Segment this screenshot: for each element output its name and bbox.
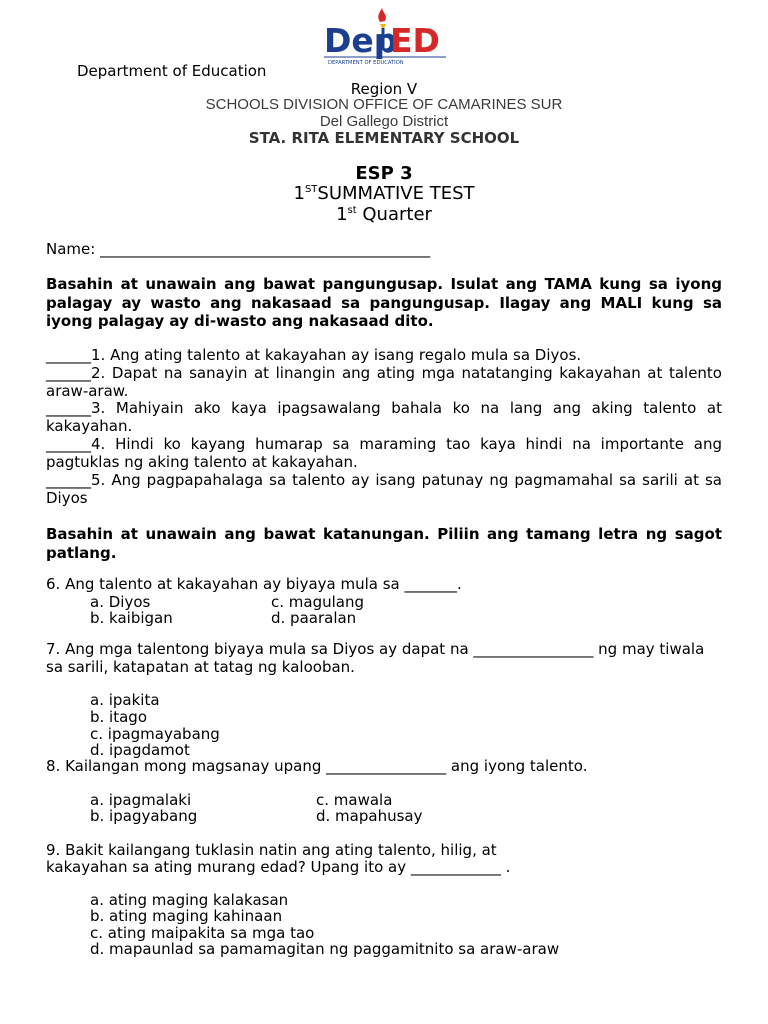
part2-instruction: Basahin at unawain ang bawat katanungan. Piliin ang tamang letra ng sagot patlang.: [46, 525, 722, 562]
school-name: STA. RITA ELEMENTARY SCHOOL: [248, 129, 520, 147]
question-8: 8. Kailangan mong magsanay upang ________________ ang iyong talento.: [46, 757, 588, 775]
tama-mali-item-3: ______3. Mahiyain ako kaya ipagsawalang bahala ko na lang ang aking talento at kakayahan.: [46, 399, 722, 435]
tama-mali-item-5: ______5. Ang pagpapahalaga sa talento ay isang patunay ng pagmamahal sa sarili at sa Diyos: [46, 471, 722, 507]
quarter-title: 1st Quarter: [336, 204, 432, 225]
q8-option-d: d. mapahusay: [316, 807, 423, 825]
q8-option-b: b. ipagyabang: [90, 807, 198, 825]
tama-mali-item-2: ______2. Dapat na sanayin at linangin ang ating mga natatanging kakayahan at talento araw-araw.: [46, 364, 722, 400]
torch-flame-icon: [378, 8, 386, 22]
q6-option-d: d. paaralan: [271, 609, 357, 627]
q7-option-a: a. ipakita: [90, 691, 160, 709]
deped-logo: [322, 8, 452, 70]
tama-mali-item-4: ______4. Hindi ko kayang humarap sa maraming tao kaya hindi na importante ang pagtuklas ng aking talento at kakayahan.: [46, 435, 722, 471]
question-7: 7. Ang mga talentong biyaya mula sa Diyos ay dapat na ________________ ng may tiwala sa sarili, katapatan at tatag ng kalooban.: [46, 640, 705, 676]
q9-option-a: a. ating maging kalakasan: [90, 891, 289, 909]
region-label: Region V: [350, 80, 418, 98]
q7-option-d: d. ipagdamot: [90, 741, 190, 759]
subject-title: ESP 3: [355, 163, 413, 184]
q6-option-b: b. kaibigan: [90, 609, 173, 627]
question-9-line-2: kakayahan sa ating murang edad? Upang ito ay ____________ .: [46, 858, 511, 876]
q8-option-a: a. ipagmalaki: [90, 791, 192, 809]
q9-option-c: c. ating maipakita sa mga tao: [90, 924, 315, 942]
name-field[interactable]: Name: ____________________________________________: [46, 240, 431, 258]
logo-ed-text: ED: [390, 21, 440, 60]
question-9-line-1: 9. Bakit kailangang tuklasin natin ang ating talento, hilig, at: [46, 841, 497, 859]
department-label: Department of Education: [77, 62, 267, 80]
q6-option-a: a. Diyos: [90, 593, 151, 611]
logo-dep-text: Dep: [324, 21, 398, 60]
q8-option-c: c. mawala: [316, 791, 393, 809]
test-title: 1STSUMMATIVE TEST: [293, 183, 475, 204]
logo-subtext: DEPARTMENT OF EDUCATION: [328, 60, 404, 66]
tama-mali-item-1: ______1. Ang ating talento at kakayahan ay isang regalo mula sa Diyos.: [46, 346, 582, 364]
deped-logo-graphic: [322, 8, 452, 70]
division-label: SCHOOLS DIVISION OFFICE OF CAMARINES SUR: [205, 96, 563, 113]
q9-option-d: d. mapaunlad sa pamamagitan ng paggamitnito sa araw-araw: [90, 940, 560, 958]
q7-option-c: c. ipagmayabang: [90, 725, 220, 743]
question-6: 6. Ang talento at kakayahan ay biyaya mula sa _______.: [46, 575, 462, 593]
district-label: Del Gallego District: [319, 113, 449, 130]
q9-option-b: b. ating maging kahinaan: [90, 907, 283, 925]
part1-instruction: Basahin at unawain ang bawat pangungusap. Isulat ang TAMA kung sa iyong palagay ay wasto ang nakasaad sa pangungusap. Ilagay ang MALI kung sa iyong palagay ay di-wasto ang nakasaad dito.: [46, 275, 722, 330]
q7-option-b: b. itago: [90, 708, 147, 726]
q6-option-c: c. magulang: [271, 593, 365, 611]
